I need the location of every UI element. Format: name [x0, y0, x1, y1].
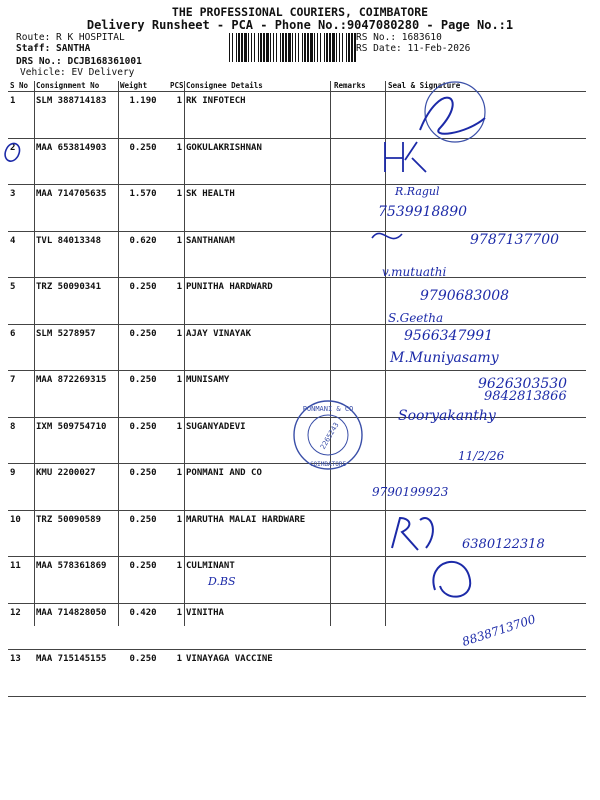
row-sno: 9: [8, 464, 34, 511]
row-remarks: [332, 650, 386, 697]
row-consignment: IXM 509754710: [34, 417, 118, 464]
row-consignee: GOKULAKRISHNAN: [184, 138, 332, 185]
column-divider: [118, 81, 119, 626]
row-consignment: MAA 715145155: [34, 650, 118, 697]
drs-number: DRS No.: DCJB168361001: [16, 56, 142, 67]
row-weight: 0.250: [118, 138, 168, 185]
row-consignment: MAA 653814903: [34, 138, 118, 185]
column-divider: [34, 81, 35, 626]
row-seal: [386, 185, 586, 232]
col-sno: S No: [8, 81, 34, 92]
row-remarks: [332, 231, 386, 278]
handwritten-phone: 9842813866: [484, 389, 567, 404]
table-row: [8, 138, 586, 185]
row-seal: [386, 510, 586, 557]
table-row: [8, 464, 586, 511]
table-row: [8, 557, 586, 604]
row-consignee: RK INFOTECH: [184, 92, 332, 139]
col-pcs: PCS: [170, 81, 184, 90]
row-consignment: SLM 5278957: [34, 324, 118, 371]
row-seal: [386, 650, 586, 697]
handwritten-phone: 9566347991: [404, 328, 494, 344]
row-pcs: 1: [168, 185, 184, 232]
row-consignee: VINAYAGA VACCINE: [184, 650, 332, 697]
column-divider: [184, 81, 185, 626]
col-consignment: Consignment No: [34, 81, 118, 92]
row-weight: 1.570: [118, 185, 168, 232]
row-seal: [386, 417, 586, 464]
row-seal: [386, 138, 586, 185]
handwritten-phone: 9790199923: [372, 485, 449, 499]
table-row: [8, 510, 586, 557]
column-divider: [385, 81, 386, 626]
rs-number: RS No.: 1683610: [356, 32, 442, 43]
table-row: [8, 231, 586, 278]
row-sno: 2: [8, 138, 34, 185]
row-seal: [386, 231, 586, 278]
row-consignee: VINITHA: [184, 603, 332, 650]
col-weight: Weight: [118, 81, 168, 92]
table-row: [8, 185, 586, 232]
table-row: [8, 278, 586, 325]
row-pcs: 1: [168, 371, 184, 418]
row-seal: [386, 557, 586, 604]
row-consignment: TVL 84013348: [34, 231, 118, 278]
row-consignee: CULMINANT: [184, 557, 332, 604]
row-consignment: TRZ 50090589: [34, 510, 118, 557]
row-sno: 1: [8, 92, 34, 139]
vehicle: Vehicle: EV Delivery: [20, 67, 135, 78]
rs-date: RS Date: 11-Feb-2026: [356, 43, 471, 54]
runsheet-table: [8, 81, 586, 697]
handwritten-name: M.Muniyasamy: [390, 350, 499, 366]
handwritten-phone: 9790683008: [420, 288, 510, 304]
table-row: [8, 92, 586, 139]
col-consignee: Consignee Details: [184, 81, 332, 92]
table-row: [8, 324, 586, 371]
row-remarks: [332, 417, 386, 464]
row-seal: [386, 603, 586, 650]
row-pcs: 1: [168, 231, 184, 278]
row-remarks: [332, 603, 386, 650]
col-seal: Seal & Signature: [386, 81, 586, 92]
row-seal: [386, 371, 586, 418]
handwritten-phone: 6380122318: [462, 537, 545, 552]
row-remarks: [332, 557, 386, 604]
row-consignment: TRZ 50090341: [34, 278, 118, 325]
row-pcs: 1: [168, 92, 184, 139]
row-remarks: [332, 138, 386, 185]
row-sno: 5: [8, 278, 34, 325]
row-consignment: MAA 872269315: [34, 371, 118, 418]
row-pcs: 1: [168, 464, 184, 511]
row-consignee: MUNISAMY: [184, 371, 332, 418]
row-remarks: [332, 324, 386, 371]
row-sno: 10: [8, 510, 34, 557]
row-pcs: 1: [168, 324, 184, 371]
row-seal: [386, 324, 586, 371]
row-remarks: [332, 92, 386, 139]
row-weight: 0.420: [118, 603, 168, 650]
row-pcs: 1: [168, 417, 184, 464]
barcode: [229, 33, 356, 62]
handwritten-phone: 9626303530: [478, 376, 568, 392]
handwritten-name: v.mutuathi: [382, 265, 447, 279]
table-row: [8, 417, 586, 464]
table-row: [8, 650, 586, 697]
row-sno: 8: [8, 417, 34, 464]
row-seal: [386, 464, 586, 511]
row-sno: 7: [8, 371, 34, 418]
handwritten-name: S.Geetha: [388, 311, 444, 325]
row-weight: 0.250: [118, 417, 168, 464]
row-consignment: KMU 2200027: [34, 464, 118, 511]
row-consignee: AJAY VINAYAK: [184, 324, 332, 371]
handwritten-phone: 8838713700: [460, 612, 538, 649]
row-consignee: MARUTHA MALAI HARDWARE: [184, 510, 332, 557]
row-pcs: 1: [168, 557, 184, 604]
handwritten-note: D.BS: [208, 575, 236, 588]
row-weight: 0.250: [118, 650, 168, 697]
handwritten-name: R.Ragul: [395, 185, 440, 198]
row-pcs: 1: [168, 650, 184, 697]
row-pcs: 1: [168, 278, 184, 325]
runsheet-subtitle: Delivery Runsheet - PCA - Phone No.:9047080280 - Page No.:1: [86, 18, 514, 32]
row-sno: 11: [8, 557, 34, 604]
row-sno: 13: [8, 650, 34, 697]
row-sno: 3: [8, 185, 34, 232]
row-remarks: [332, 278, 386, 325]
handwritten-phone: 7539918890: [378, 204, 468, 220]
row-weight: 0.250: [118, 557, 168, 604]
table-row: [8, 371, 586, 418]
row-weight: 0.250: [118, 278, 168, 325]
row-consignee: SK HEALTH: [184, 185, 332, 232]
row-consignment: MAA 714705635: [34, 185, 118, 232]
row-remarks: [332, 464, 386, 511]
staff: Staff: SANTHA: [16, 43, 91, 54]
row-consignee: PUNITHA HARDWARD: [184, 278, 332, 325]
row-consignment: MAA 714828050: [34, 603, 118, 650]
column-divider: [330, 81, 331, 626]
stamp-text: COIMBATORE: [309, 461, 347, 468]
row-consignee: SANTHANAM: [184, 231, 332, 278]
table-row: [8, 603, 586, 650]
row-weight: 0.250: [118, 510, 168, 557]
row-sno: 4: [8, 231, 34, 278]
row-remarks: [332, 185, 386, 232]
row-weight: 0.620: [118, 231, 168, 278]
row-remarks: [332, 510, 386, 557]
row-consignment: MAA 578361869: [34, 557, 118, 604]
stamp-text: 2265243: [318, 421, 341, 451]
row-pcs: 1: [168, 603, 184, 650]
stamp-text: PONMANI & CO: [302, 405, 354, 413]
handwritten-phone: 9787137700: [470, 232, 560, 248]
row-consignee: PONMANI AND CO: [184, 464, 332, 511]
row-weight: 0.250: [118, 464, 168, 511]
row-weight: 1.190: [118, 92, 168, 139]
col-remarks: Remarks: [332, 81, 386, 92]
handwritten-name: Sooryakanthy: [398, 408, 496, 424]
row-consignee: SUGANYADEVI: [184, 417, 332, 464]
row-remarks: [332, 371, 386, 418]
row-pcs: 1: [168, 510, 184, 557]
route: Route: R K HOSPITAL: [16, 32, 125, 43]
handwritten-date: 11/2/26: [458, 449, 505, 463]
row-sno: 12: [8, 603, 34, 650]
row-seal: [386, 278, 586, 325]
row-weight: 0.250: [118, 371, 168, 418]
row-weight: 0.250: [118, 324, 168, 371]
row-sno: 6: [8, 324, 34, 371]
row-consignment: SLM 388714183: [34, 92, 118, 139]
row-seal: [386, 92, 586, 139]
row-pcs: 1: [168, 138, 184, 185]
company-title: THE PROFESSIONAL COURIERS, COIMBATORE: [171, 5, 429, 19]
table-header: [8, 81, 586, 92]
